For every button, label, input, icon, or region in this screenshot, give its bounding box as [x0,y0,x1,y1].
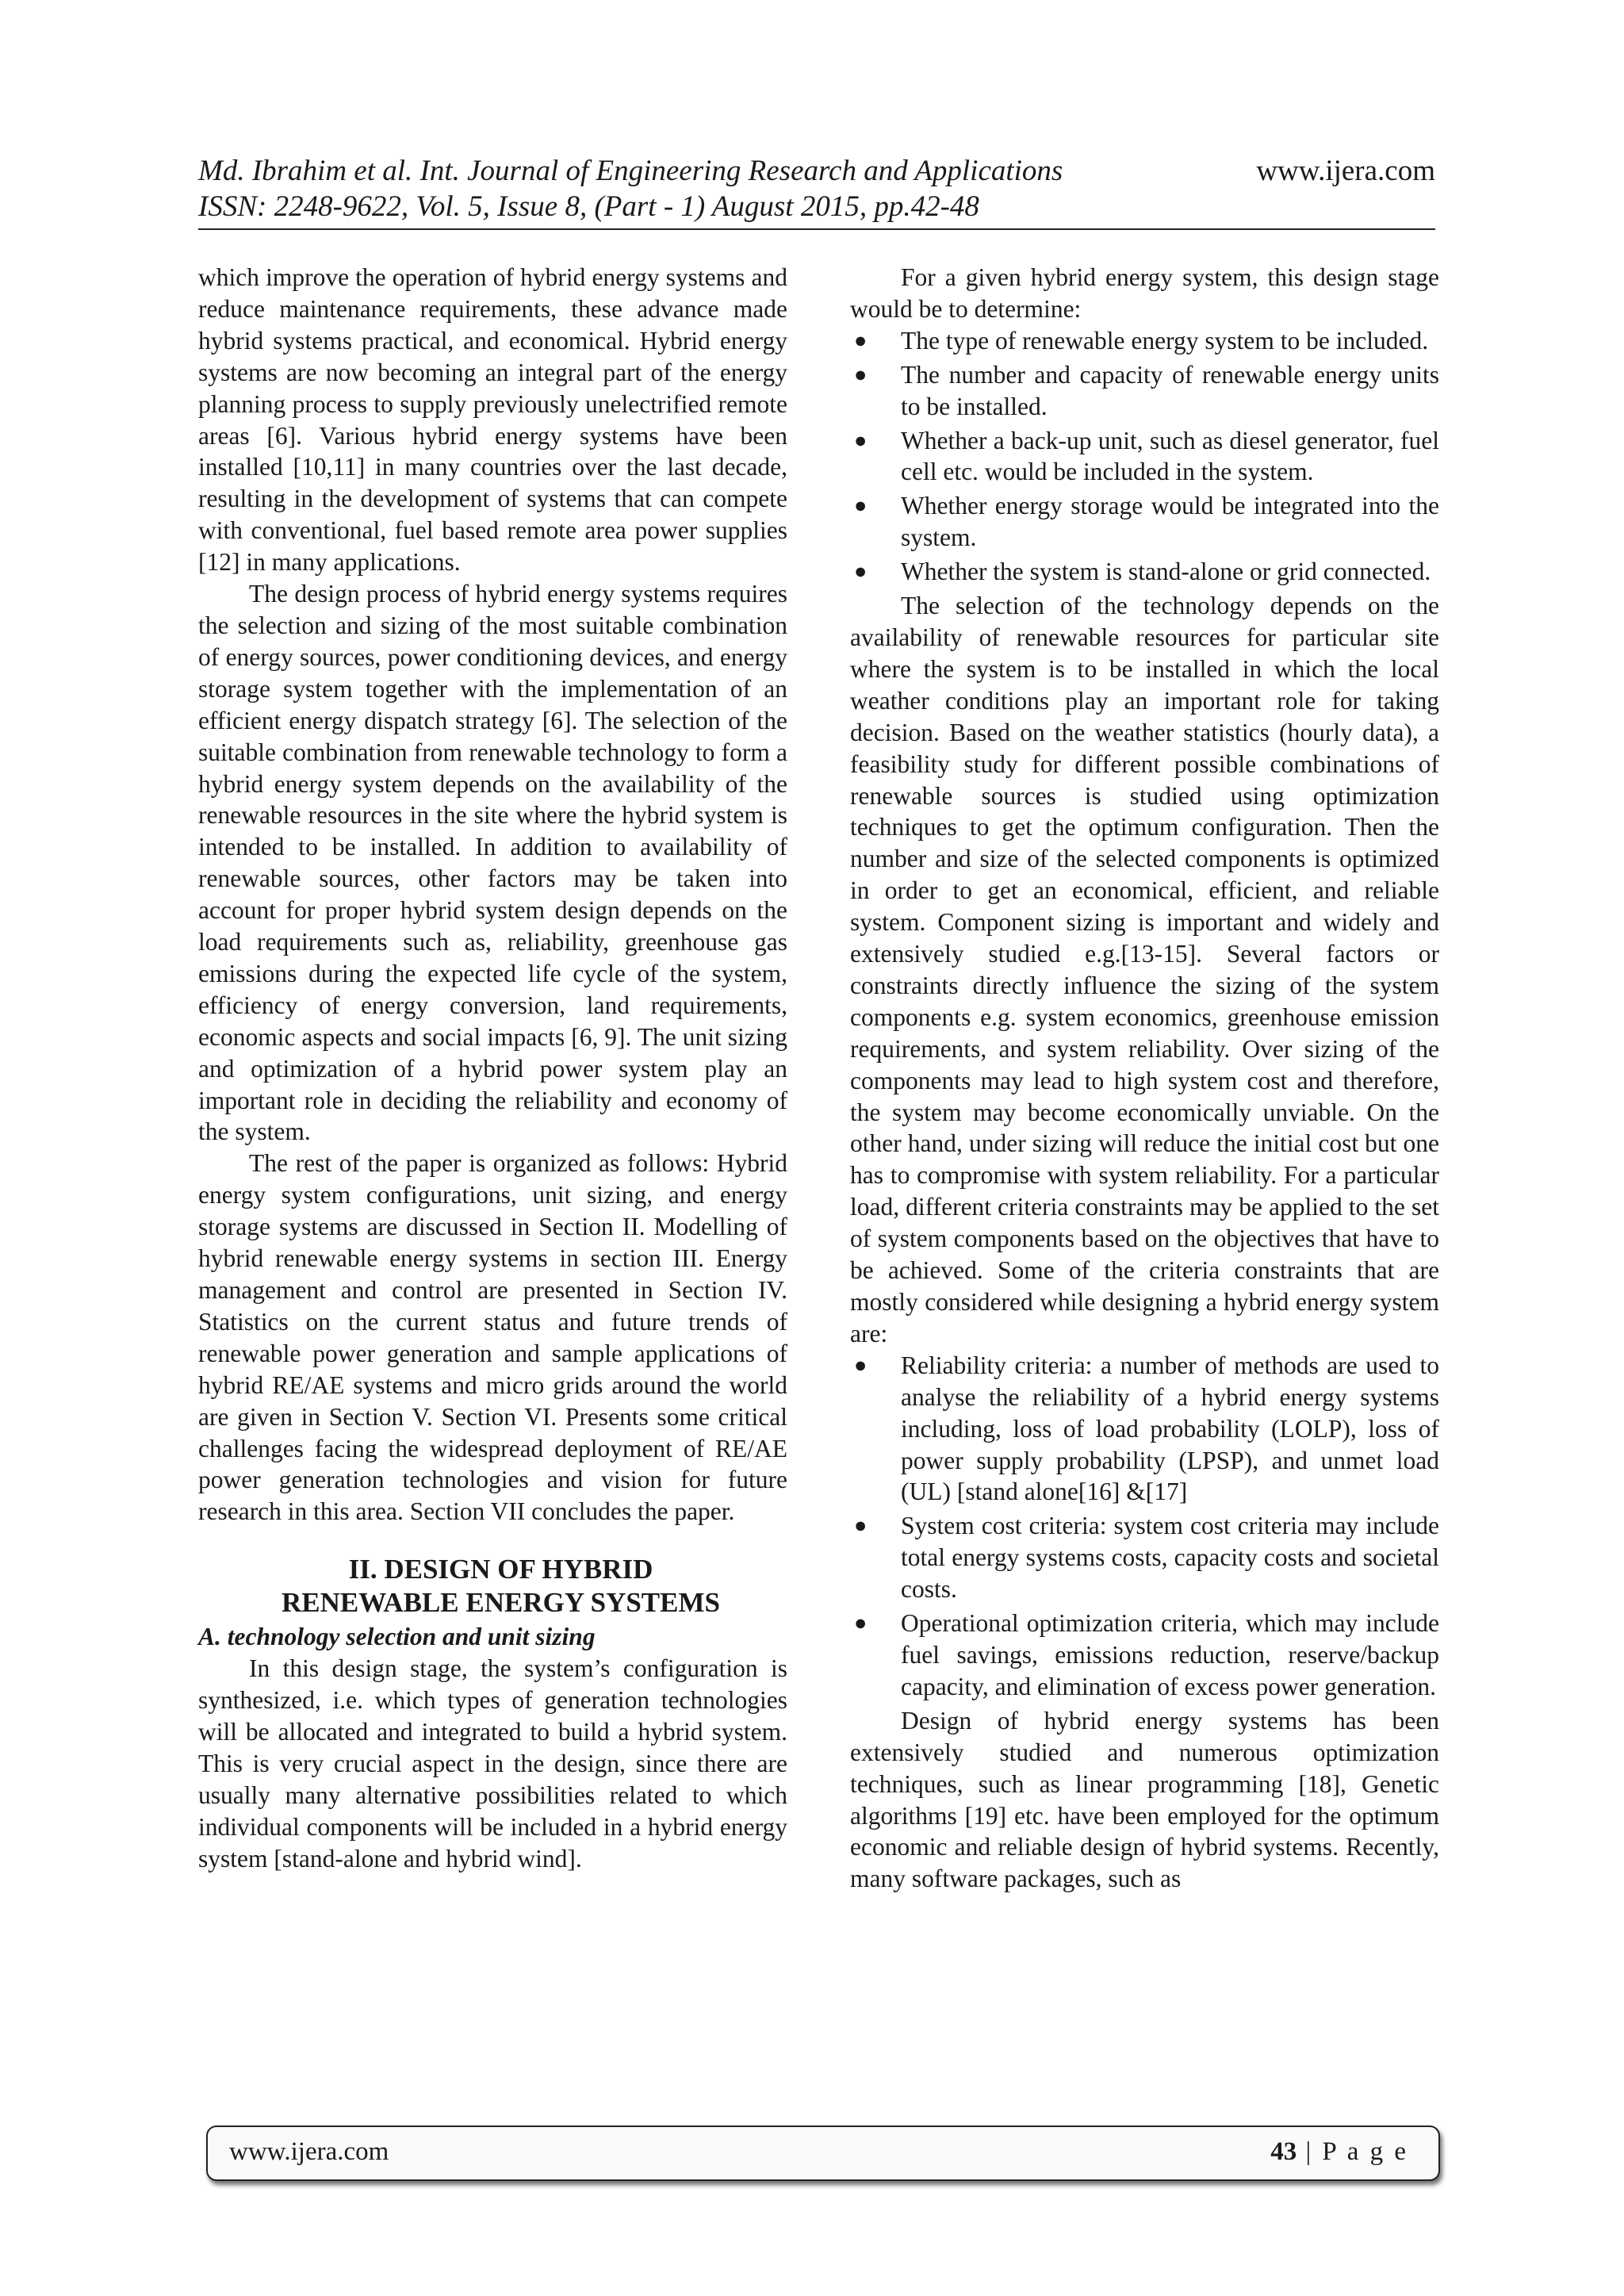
header-website-link[interactable]: www.ijera.com [1256,155,1435,187]
bullet-icon: ● [854,328,868,352]
section-heading [198,1553,787,1619]
bullet-icon: ● [854,362,868,386]
header-line-1 [198,153,1435,189]
bullet-icon: ● [854,1513,868,1538]
section-heading-line-1: II. DESIGN OF HYBRID [348,1554,653,1585]
page-number-value: 43 [1270,2137,1297,2166]
bullet-icon: ● [854,427,868,452]
list-item: ● The type of renewable energy system to be included. [850,325,1439,357]
paragraph: Design of hybrid energy systems has been extensively studied and numerous optimization techniques, such as linear programming [18], Genetic algorithms [19] etc. have been employed for the optimum economic and reliable design of hybrid systems. Recently, many software packages, such as [850,1706,1439,1893]
list-item: ● Reliability criteria: a number of methods are used to analyse the reliability of a hybrid energy systems including, loss of load probability (LOLP), loss of power supply probability (LPSP), and unmet load (UL) [stand alone[16] &[17] [854,1351,1439,1506]
paragraph: The rest of the paper is organized as follows: Hybrid energy system configurations, unit sizing, and energy storage systems are discussed in Section II. Modelling of hybrid renewable energy systems in section III. Energy management and control are presented in Section IV. Statistics on the current status and future trends of renewable power generation and sample applications of hybrid RE/AE systems and micro grids around the world are given in Section V. Section VI. Presents some critical challenges facing the widespread deployment of RE/AE power generation technologies and vision for future research in this area. Section VII concludes the paper. [198,1149,787,1526]
left-column [198,262,787,1875]
page-label: | P a g e [1297,2137,1408,2166]
journal-citation: Md. Ibrahim et al. Int. Journal of Engineering Research and Applications [198,155,1063,187]
right-column [850,262,1439,1895]
subsection-heading: A. technology selection and unit sizing [198,1623,596,1651]
paragraph: In this design stage, the system’s configuration is synthesized, i.e. which types of generation technologies will be allocated and integrated to build a hybrid system. This is very crucial aspect in the design, since there are usually many alternative possibilities related to which individual components will be included in a hybrid energy system [stand-alone and hybrid wind]. [198,1654,787,1872]
page-header [198,153,1435,224]
paragraph: The design process of hybrid energy systems requires the selection and sizing of the most suitable combination of energy sources, power conditioning devices, and energy storage system together with the implementation of an efficient energy dispatch strategy [6]. The selection of the suitable combination from renewable technology to form a hybrid energy system depends on the availability of the renewable resources in the site where the hybrid system is intended to be installed. In addition to availability of renewable sources, other factors may be taken into account for proper hybrid system design depends on the load requirements such as, reliability, greenhouse gas emissions during the expected life cycle of the system, efficiency of energy conversion, land requirements, economic aspects and social impacts [6, 9]. The unit sizing and optimization of a hybrid power system play an important role in deciding the reliability and economy of the system. [198,580,787,1146]
page-footer [206,2125,1440,2181]
list-item: ● System cost criteria: system cost criteria may include total energy systems costs, capacity costs and societal costs. [854,1512,1439,1604]
list-item: ● Operational optimization criteria, which may include fuel savings, emissions reduction, reserve/backup capacity, and elimination of excess power generation. [854,1609,1439,1700]
criteria-list [850,1350,1439,1703]
section-heading-line-2: RENEWABLE ENERGY SYSTEMS [281,1587,720,1619]
paragraph: The selection of the technology depends on the availability of renewable resources for particular site where the system is to be installed in which the local weather conditions play an important role for taking decision. Based on the weather statistics (hourly data), a feasibility study for different possible combinations of renewable sources is studied using optimization techniques to get the optimum configuration. Then the number and size of the selected components is optimized in order to get an economical, efficient, and reliable system. Component sizing is important and widely and extensively studied e.g.[13-15]. Several factors or constraints directly influence the sizing of the system components e.g. system economics, greenhouse emission requirements, and system reliability. Over sizing of the components may lead to high system cost and therefore, the system may become economically unviable. On the other hand, under sizing will reduce the initial cost but one has to compromise with system reliability. For a particular load, different criteria constraints may be applied to the set of system components based on the objectives that have to be achieved. Some of the criteria constraints that are mostly considered while designing a hybrid energy system are: [850,592,1439,1347]
design-determination-list [850,325,1439,588]
list-item: ● Whether the system is stand-alone or grid connected. [850,556,1439,588]
header-line-2 [198,189,1435,224]
header-divider [198,228,1435,230]
journal-issn: ISSN: 2248-9622, Vol. 5, Issue 8, (Part - 1) August 2015, pp.42-48 [198,190,979,223]
bullet-icon: ● [854,1611,868,1635]
list-item: ● Whether energy storage would be integrated into the system. [854,492,1439,552]
list-item: ● The number and capacity of renewable energy units to be installed. [854,360,1439,420]
list-item: ● Whether a back-up unit, such as diesel generator, fuel cell etc. would be included in the system. [854,426,1439,486]
bullet-icon: ● [854,1352,868,1377]
paragraph: which improve the operation of hybrid energy systems and reduce maintenance requirements, these advance made hybrid systems practical, and economical. Hybrid energy systems are now becoming an integral part of the energy planning process to supply previously unelectrified remote areas [6]. Various hybrid energy systems have been installed [10,11] in many countries over the last decade, resulting in the development of systems that can compete with conventional, fuel based remote area power supplies [12] in many applications. [198,263,787,577]
paragraph: For a given hybrid energy system, this design stage would be to determine: [850,263,1439,323]
page-number [1270,2137,1408,2167]
bullet-icon: ● [854,493,868,518]
bullet-icon: ● [854,559,868,584]
footer-website-link[interactable]: www.ijera.com [229,2137,389,2166]
